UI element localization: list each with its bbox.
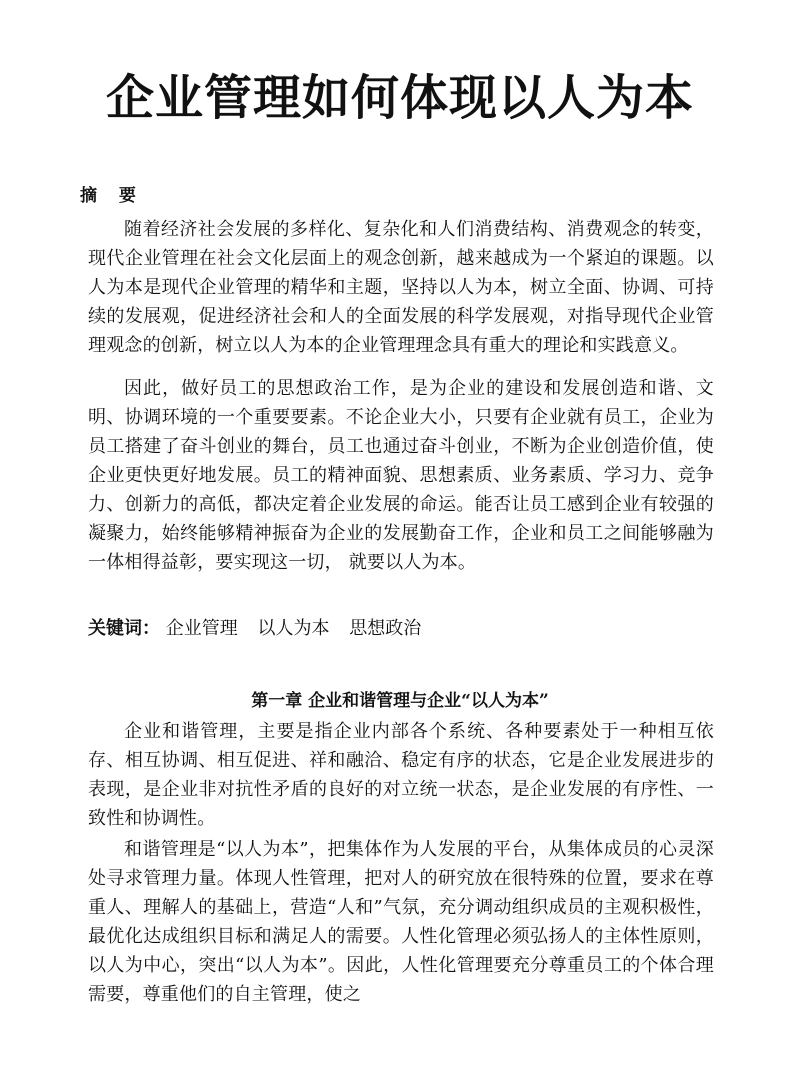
chapter-paragraph: 企业和谐管理，主要是指企业内部各个系统、各种要素处于一种相互依存、相互协调、相互促进、祥和融洽、稳定有序的状态，它是企业发展进步的表现，是企业非对抗性矛盾的良好的对立统一状态，是企业发展的有序性、一致性和协调性。 bbox=[88, 721, 714, 829]
keyword: 企业管理 bbox=[165, 618, 238, 639]
keyword: 以人为本 bbox=[257, 618, 330, 639]
abstract-heading: 摘 要 bbox=[80, 186, 144, 206]
abstract-paragraph: 因此，做好员工的思想政治工作，是为企业的建设和发展创造和谐、文明、协调环境的一个重要要素。不论企业大小，只要有企业就有员工，企业为员工搭建了奋斗创业的舞台，员工也通过奋斗创业，不断为企业创造价值，使企业更快更好地发展。员工的精神面貌、思想素质、业务素质、学习力、竞争力、创新力的高低，都决定着企业发展的命运。能否让员工感到企业有较强的凝聚力，始终能够精神振奋为企业的发展勤奋工作，企业和员工之间能够融为一体相得益彰，要实现这一切， 就要以人为本。 bbox=[88, 378, 714, 573]
keywords-label: 关键词： bbox=[88, 618, 160, 639]
keyword: 思想政治 bbox=[349, 618, 422, 639]
chapter-paragraph: 和谐管理是“以人为本”，把集体作为人发展的平台，从集体成员的心灵深处寻求管理力量。体现人性管理，把对人的研究放在很特殊的位置，要求在尊重人、理解人的基础上，营造“人和”气氛，充分调动组织成员的主观积极性，最优化达成组织目标和满足人的需要。人性化管理必须弘扬人的主体性原则，以人为中心，突出“以人为本”。因此，人性化管理要充分尊重员工的个体合理需要，尊重他们的自主管理，使之 bbox=[88, 839, 714, 1005]
keywords-line bbox=[88, 614, 435, 640]
chapter-heading: 第一章 企业和谐管理与企业“以人为本” bbox=[251, 691, 549, 711]
document-title: 企业管理如何体现以人为本 bbox=[105, 70, 694, 126]
abstract-paragraph: 随着经济社会发展的多样化、复杂化和人们消费结构、消费观念的转变，现代企业管理在社会文化层面上的观念创新，越来越成为一个紧迫的课题。以人为本是现代企业管理的精华和主题，坚持以人为本，树立全面、协调、可持续的发展观，促进经济社会和人的全面发展的科学发展观，对指导现代企业管理观念的创新，树立以人为本的企业管理理念具有重大的理论和实践意义。 bbox=[88, 219, 714, 356]
